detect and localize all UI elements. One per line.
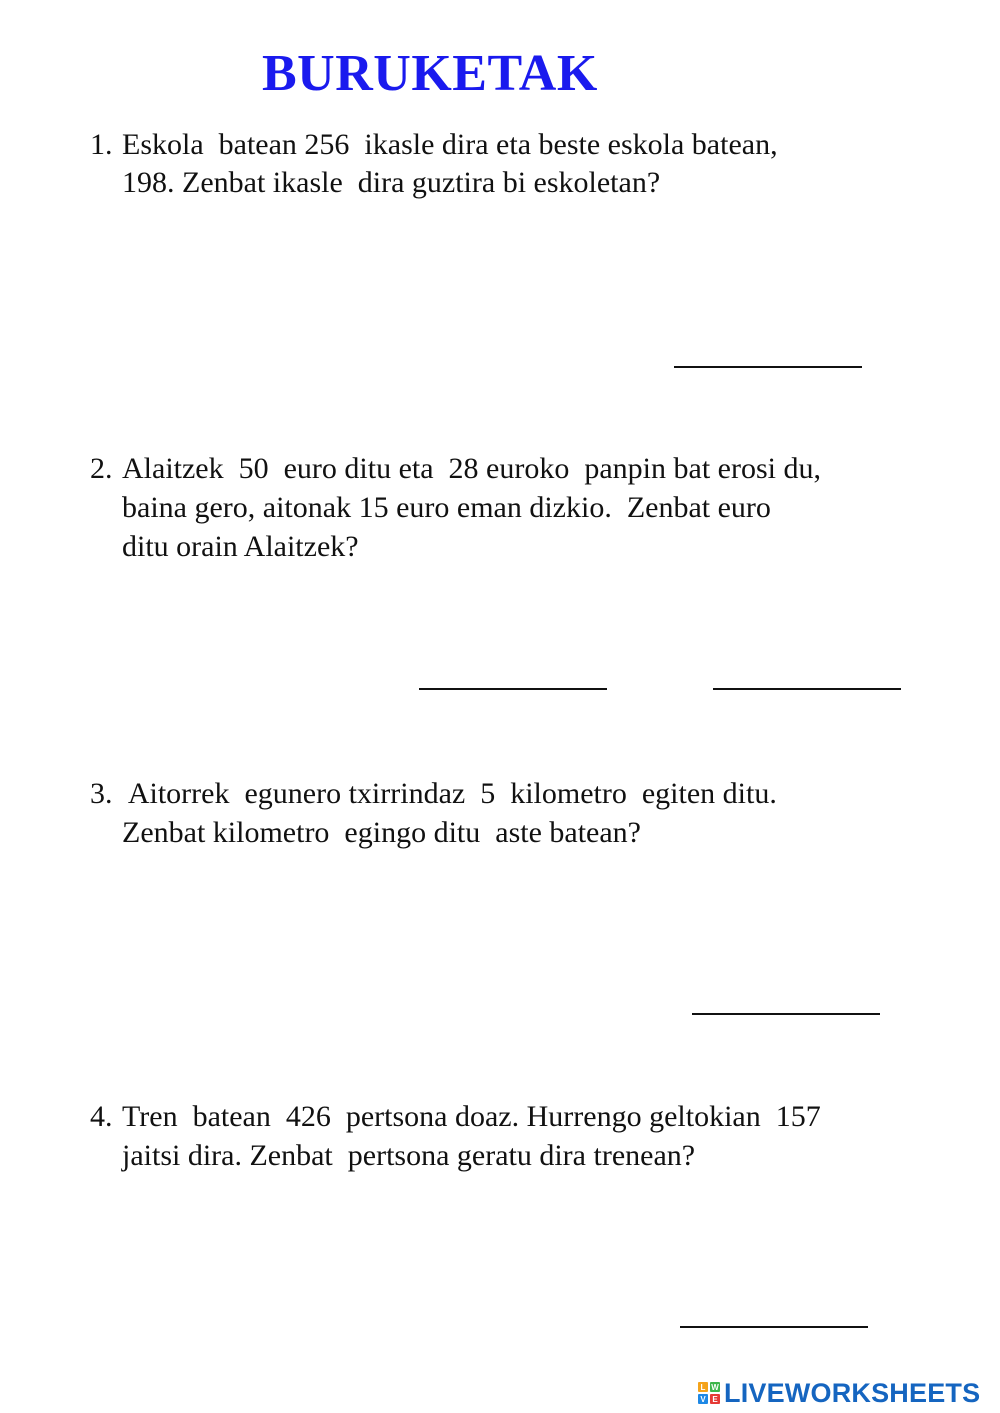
logo-letter: W [711, 1382, 719, 1392]
problem-text-line: 198. Zenbat ikasle dira guztira bi eskoletan? [122, 166, 661, 199]
answer-blank[interactable] [713, 688, 901, 690]
brand-text: LIVEWORKSHEETS [724, 1377, 981, 1408]
problem-text-line: baina gero, aitonak 15 euro eman dizkio. Zenbat euro [122, 491, 771, 524]
problem-text-line: jaitsi dira. Zenbat pertsona geratu dira trenean? [122, 1139, 696, 1172]
problem-text-line: Tren batean 426 pertsona doaz. Hurrengo geltokian 157 [122, 1100, 821, 1133]
problem-text-line: Zenbat kilometro egingo ditu aste batean? [122, 816, 641, 849]
logo-letter: E [710, 1394, 720, 1404]
logo-letter: V [698, 1394, 708, 1404]
logo-letter: L [698, 1382, 708, 1392]
answer-blank[interactable] [692, 1013, 880, 1015]
worksheet-title: BURUKETAK [262, 45, 598, 102]
problem-number: 4. [90, 1100, 113, 1133]
problem-number: 1. [90, 128, 113, 161]
problem-text-line: Eskola batean 256 ikasle dira eta beste eskola batean, [122, 128, 778, 161]
answer-blank[interactable] [680, 1326, 868, 1328]
liveworksheets-logo-icon [698, 1382, 720, 1404]
problem-text-line: Aitorrek egunero txirrindaz 5 kilometro egiten ditu. [122, 777, 777, 810]
problem-text-line: Alaitzek 50 euro ditu eta 28 euroko panpin bat erosi du, [122, 452, 821, 485]
problem-number: 3. [90, 777, 113, 810]
problem-text-line: ditu orain Alaitzek? [122, 530, 359, 563]
liveworksheets-brand [698, 1376, 980, 1410]
answer-blank[interactable] [419, 688, 607, 690]
problem-number: 2. [90, 452, 113, 485]
answer-blank[interactable] [674, 366, 862, 368]
